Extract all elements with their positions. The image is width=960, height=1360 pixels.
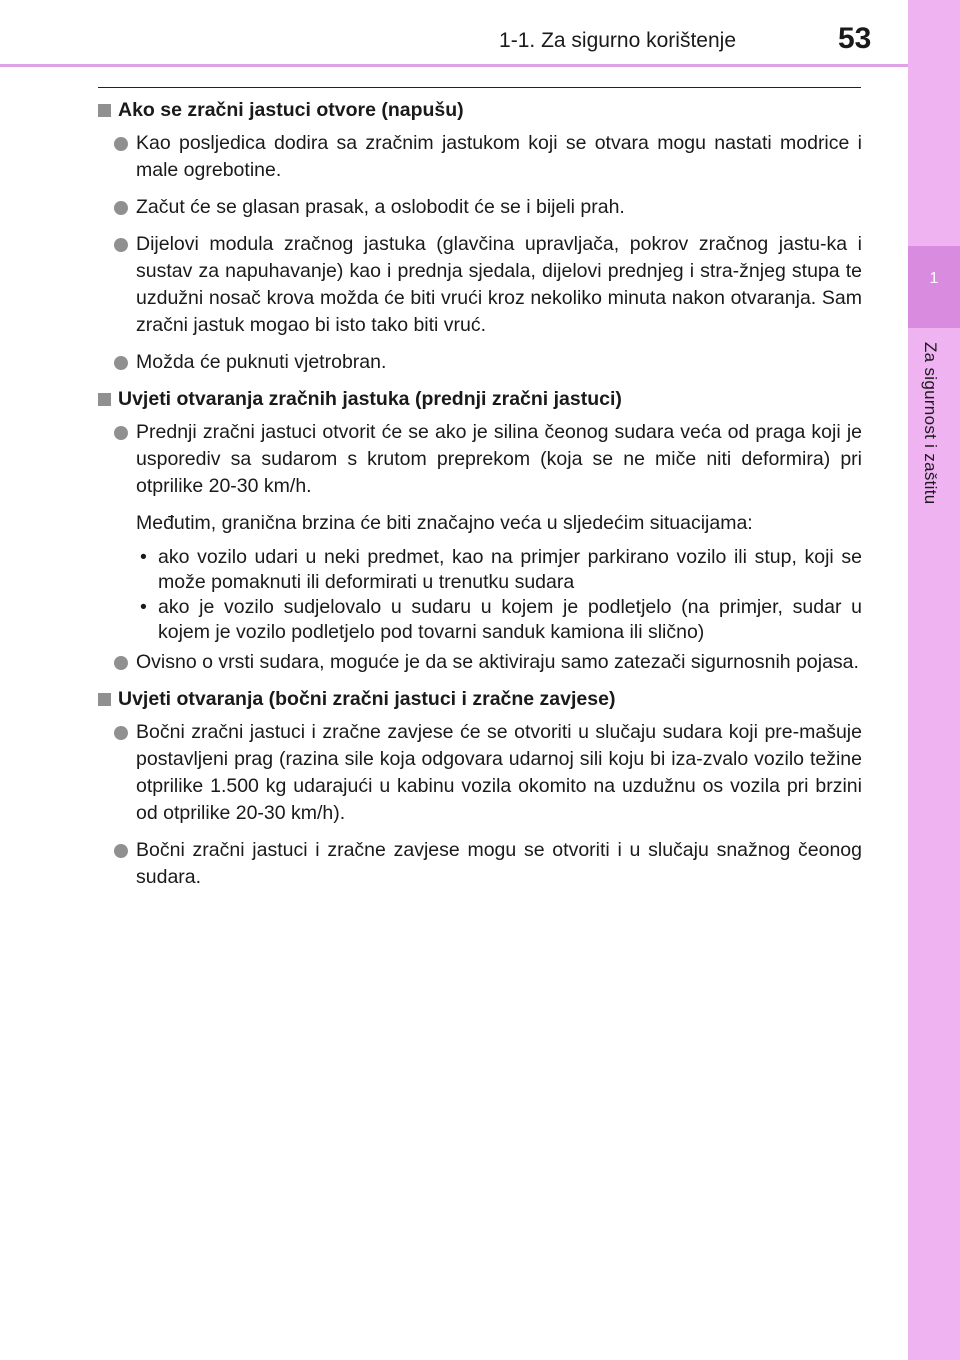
sub-list-item-text: ako vozilo udari u neki predmet, kao na primjer parkirano vozilo ili stup, koji se može pomaknuti ili deformirati u trenutku sudara [158,546,862,593]
list-item-text: Dijelovi modula zračnog jastuka (glavčina upravljača, pokrov zračnog jastu-ka i sustav za napuhavanje) kao i prednja sjedala, dijelovi prednjeg i stra-žnjeg stupa te uzdužni nosač krova možda će biti vrući kroz nekoliko minuta nakon otvaranja. Sam zračni jastuk mogao bi isto tako biti vruć. [136,233,862,336]
side-chapter-title: Za sigurnost i zaštitu [921,342,940,505]
list-item [96,719,862,827]
round-bullet-icon [114,238,128,252]
list-item-text: Kao posljedica dodira sa zračnim jastukom koji se otvara mogu nastati modrice i male ogrebotine. [136,132,862,181]
round-bullet-icon [114,426,128,440]
square-bullet-icon [98,693,111,706]
section-heading [96,97,862,124]
dot-marker-icon: • [140,546,147,568]
list-item [96,130,862,184]
list-item [96,194,862,221]
paragraph: Međutim, granična brzina će biti značajno veća u sljedećim situacijama: [136,512,753,534]
page-number: 53 [838,22,872,55]
side-chapter-number: 1 [929,270,939,287]
list-item-text: Bočni zračni jastuci i zračne zavjese će se otvoriti u slučaju sudara koji pre-mašuje postavljeni prag (razina sile koja odgovara udarnoj sili koju bi iza-zvalo vozilo težine otprilike 1.500 kg udarajući u kabinu vozila okomito na uzdužnu os vozila pri brzini od otprilike 20-30 km/h). [136,721,862,824]
page-header [0,0,908,67]
list-item-text: Možda će puknuti vjetrobran. [136,351,387,373]
square-bullet-icon [98,393,111,406]
round-bullet-icon [114,844,128,858]
round-bullet-icon [114,356,128,370]
section-heading-text: Uvjeti otvaranja (bočni zračni jastuci i zračne zavjese) [118,688,616,710]
list-item [96,419,862,500]
sub-list-item [96,545,862,595]
dot-marker-icon: • [140,596,147,618]
round-bullet-icon [114,201,128,215]
section-heading-text: Uvjeti otvaranja zračnih jastuka (prednji zračni jastuci) [118,388,622,410]
round-bullet-icon [114,656,128,670]
header-chapter-title: 1-1. Za sigurno korištenje [499,29,736,52]
list-item-text: Bočni zračni jastuci i zračne zavjese mogu se otvoriti i u slučaju snažnog čeonog sudara. [136,839,862,888]
section-heading [96,386,862,413]
list-item [96,231,862,339]
list-item [96,837,862,891]
page-content [96,97,862,901]
sub-list-item-text: ako je vozilo sudjelovalo u sudaru u kojem je podletjelo (na primjer, sudar u kojem je vozilo podletjelo pod tovarni sanduk kamiona ili slično) [158,596,862,643]
top-divider [98,87,861,88]
list-item-text: Prednji zračni jastuci otvorit će se ako je silina čeonog sudara veća od praga koji je usporediv sa sudarom s krutom preprekom (koja se ne miče niti deformira) pri otprilike 20-30 km/h. [136,421,862,497]
section-heading-text: Ako se zračni jastuci otvore (napušu) [118,99,464,121]
section-heading [96,686,862,713]
side-tab [908,0,960,1360]
list-item [96,349,862,376]
list-item-text: Ovisno o vrsti sudara, moguće je da se aktiviraju samo zatezači sigurnosnih pojasa. [136,651,859,673]
list-item [96,649,862,676]
round-bullet-icon [114,137,128,151]
square-bullet-icon [98,104,111,117]
round-bullet-icon [114,726,128,740]
sub-list-item [96,595,862,645]
sub-list [96,545,862,645]
list-item-text: Začut će se glasan prasak, a oslobodit će se i bijeli prah. [136,196,625,218]
